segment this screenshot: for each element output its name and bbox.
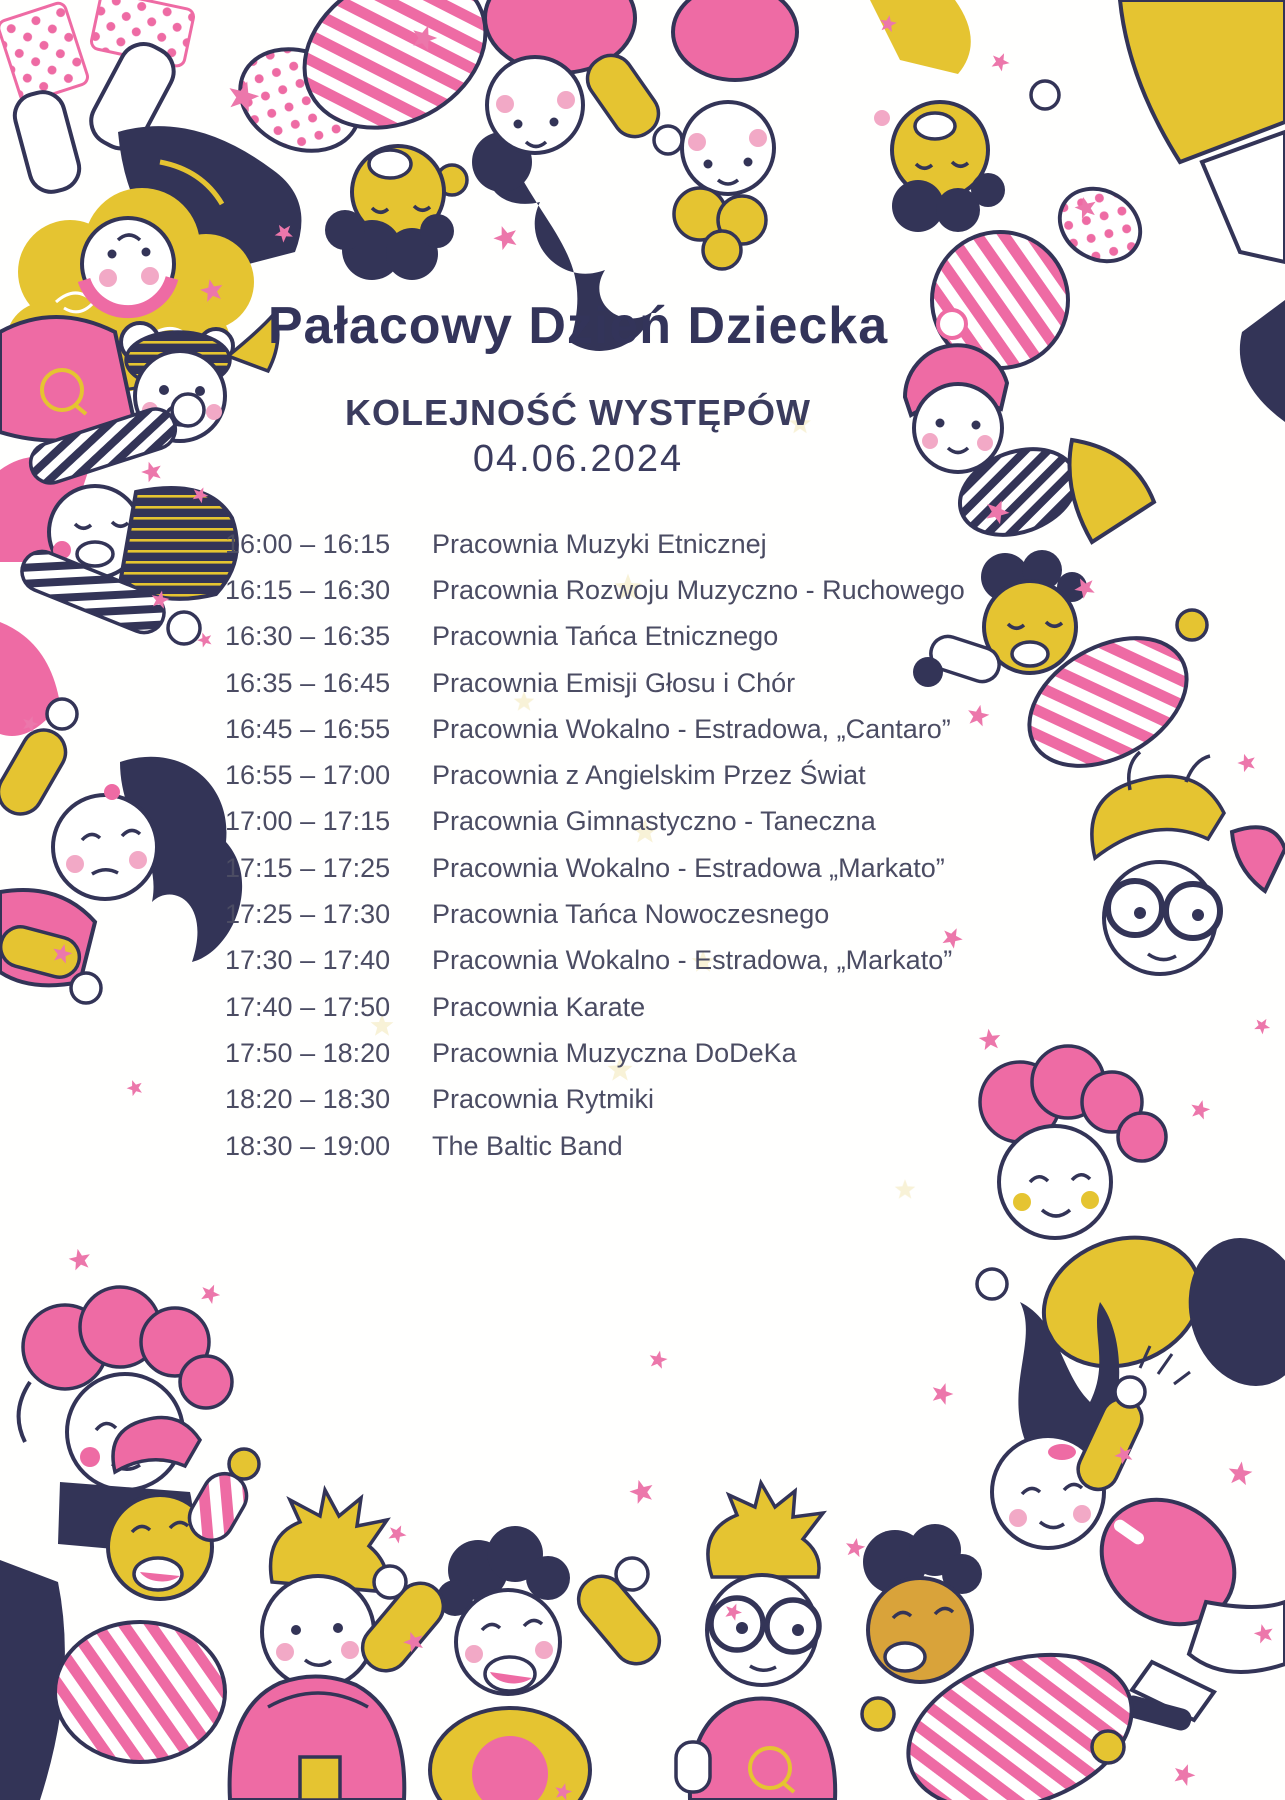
schedule-time: 17:30 – 17:40 <box>225 945 391 976</box>
poster-heading: KOLEJNOŚĆ WYSTĘPÓW <box>344 392 812 433</box>
schedule-performance: Pracownia Muzyczna DoDeKa <box>432 1037 797 1068</box>
schedule-row <box>225 984 1005 1030</box>
schedule-row <box>225 1077 1005 1123</box>
schedule-row <box>225 660 1005 706</box>
schedule-row <box>225 521 1005 567</box>
schedule-row <box>225 845 1005 891</box>
schedule-row <box>225 891 1005 937</box>
schedule-time: 18:30 – 19:00 <box>225 1130 391 1161</box>
schedule-row <box>225 1030 1005 1076</box>
schedule-time: 16:30 – 16:35 <box>225 621 391 652</box>
schedule-performance: Pracownia Karate <box>432 991 646 1022</box>
schedule-performance: Pracownia Tańca Nowoczesnego <box>432 899 830 930</box>
schedule-time: 16:00 – 16:15 <box>225 528 391 559</box>
schedule-time: 17:25 – 17:30 <box>225 899 391 930</box>
schedule-performance: Pracownia Wokalno - Estradowa, „Cantaro” <box>432 713 951 744</box>
schedule-list <box>225 521 1005 1169</box>
schedule-time: 16:45 – 16:55 <box>225 713 391 744</box>
schedule-time: 16:15 – 16:30 <box>225 574 391 605</box>
schedule-row <box>225 938 1005 984</box>
schedule-performance: Pracownia Muzyki Etnicznej <box>432 528 767 559</box>
schedule-performance: Pracownia Emisji Głosu i Chór <box>432 667 796 698</box>
schedule-row <box>225 1123 1005 1169</box>
poster-date: 04.06.2024 <box>472 438 684 480</box>
schedule-row <box>225 614 1005 660</box>
schedule-performance: Pracownia Gimnastyczno - Taneczna <box>432 806 876 837</box>
schedule-performance: Pracownia Wokalno - Estradowa „Markato” <box>432 852 945 883</box>
schedule-performance: Pracownia Rytmiki <box>432 1084 655 1115</box>
poster-title: Pałacowy Dzień Dziecka <box>267 297 889 355</box>
schedule-row <box>225 706 1005 752</box>
schedule-time: 16:55 – 17:00 <box>225 760 391 791</box>
schedule-time: 16:35 – 16:45 <box>225 667 391 698</box>
schedule-row <box>225 799 1005 845</box>
schedule-row <box>225 752 1005 798</box>
schedule-performance: Pracownia z Angielskim Przez Świat <box>432 760 866 791</box>
schedule-time: 17:50 – 18:20 <box>225 1037 391 1068</box>
schedule-time: 17:40 – 17:50 <box>225 991 391 1022</box>
schedule-time: 18:20 – 18:30 <box>225 1084 391 1115</box>
schedule-performance: Pracownia Tańca Etnicznego <box>432 621 779 652</box>
schedule-performance: The Baltic Band <box>432 1130 623 1161</box>
schedule-performance: Pracownia Wokalno - Estradowa, „Markato” <box>432 945 953 976</box>
schedule-row <box>225 567 1005 613</box>
schedule-performance: Pracownia Rozwoju Muzyczno - Ruchowego <box>432 574 965 605</box>
schedule-time: 17:00 – 17:15 <box>225 806 391 837</box>
schedule-time: 17:15 – 17:25 <box>225 852 391 883</box>
